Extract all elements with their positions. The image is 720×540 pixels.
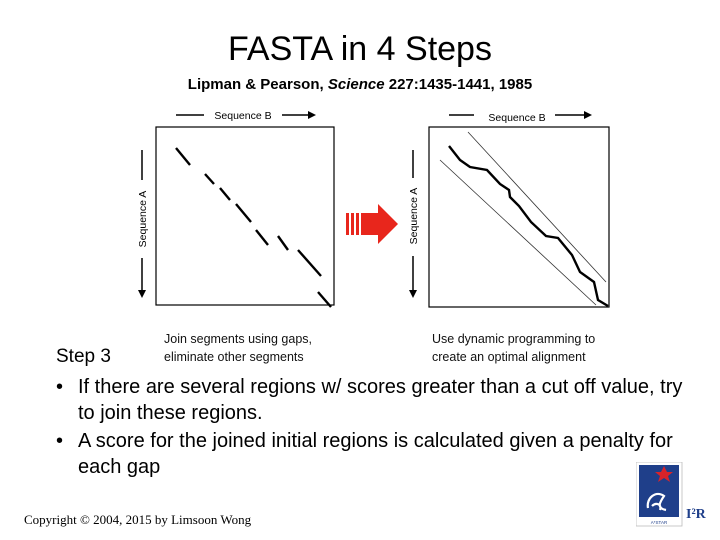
left-seqb-label: Sequence B xyxy=(214,110,272,122)
right-panel-caption xyxy=(432,330,595,366)
arrow-head xyxy=(361,204,398,244)
copyright-footer: Copyright © 2004, 2015 by Limsoon Wong xyxy=(24,512,252,527)
arrow-stripe xyxy=(351,213,354,235)
left-segment xyxy=(220,188,230,200)
left-segment xyxy=(278,236,288,250)
right-seqa-arrowhead xyxy=(409,290,417,298)
step-label: Step 3 xyxy=(56,346,111,367)
right-caption-line: Use dynamic programming to xyxy=(432,332,596,346)
bullet-list xyxy=(54,374,694,482)
subtitle-journal: Science xyxy=(327,76,385,93)
bullet-item xyxy=(54,428,694,480)
subtitle-citation: 227:1435-1441, 1985 xyxy=(384,76,533,93)
subtitle-authors: Lipman & Pearson, xyxy=(187,76,328,93)
band-lower-boundary xyxy=(440,160,596,305)
left-segment xyxy=(236,204,251,222)
left-seqa-arrowhead xyxy=(138,290,146,298)
left-segments xyxy=(176,148,331,307)
left-segment xyxy=(256,230,268,245)
left-caption-line: Join segments using gaps, xyxy=(164,332,313,346)
right-dotplot-panel xyxy=(408,111,609,307)
left-dotplot-panel xyxy=(137,110,334,307)
slide-title: FASTA in 4 Steps xyxy=(228,30,492,68)
bullet-item xyxy=(54,374,694,426)
i2r-logo-icon xyxy=(636,462,712,534)
arrow-stripe xyxy=(356,213,359,235)
bullet-text: A score for the joined initial regions is calculated given a penalty for each gap xyxy=(78,430,673,478)
right-caption-line: create an optimal alignment xyxy=(432,350,586,364)
left-seqa-label: Sequence A xyxy=(137,190,149,248)
a-star-logo xyxy=(636,462,712,534)
right-seqa-label: Sequence A xyxy=(408,187,420,245)
right-seqb-label: Sequence B xyxy=(488,112,546,124)
right-seqb-arrowhead xyxy=(584,111,592,119)
left-caption-line: eliminate other segments xyxy=(164,350,304,364)
logo-text: I²R xyxy=(686,507,706,522)
optimal-alignment-path xyxy=(449,146,608,306)
left-segment xyxy=(205,174,214,184)
arrow-stripe xyxy=(346,213,349,235)
left-segment xyxy=(298,250,321,276)
bullet-dot-icon: • xyxy=(56,430,64,452)
left-seqb-arrowhead xyxy=(308,111,316,119)
logo-subtext: A*STAR xyxy=(650,520,668,525)
bullet-dot-icon: • xyxy=(56,376,64,398)
left-segment xyxy=(176,148,190,165)
bullet-text: If there are several regions w/ scores greater than a cut off value, try to join these regions. xyxy=(78,376,683,424)
band-upper-boundary xyxy=(468,132,606,282)
left-panel-caption xyxy=(164,330,312,366)
transform-arrow xyxy=(346,204,398,244)
